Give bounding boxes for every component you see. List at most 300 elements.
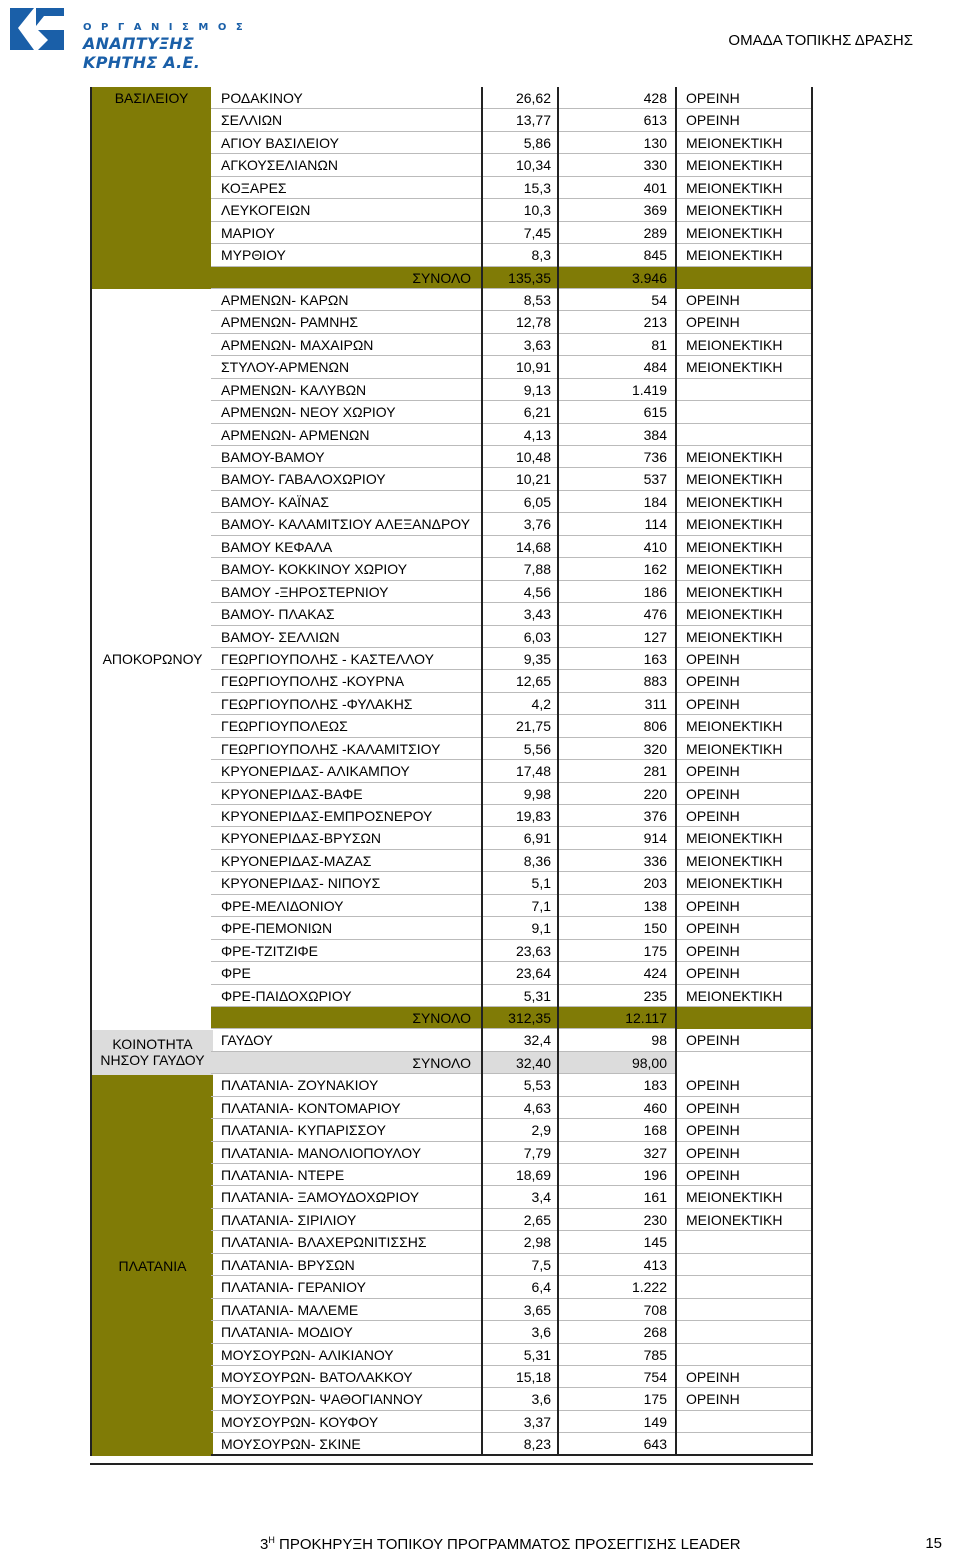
table-row [211, 199, 813, 221]
column-separator [557, 199, 559, 221]
column-separator [557, 109, 559, 131]
area-cell: 4,56 [483, 581, 559, 603]
column-separator [675, 1029, 677, 1051]
column-separator [481, 1052, 483, 1074]
village-name-cell: ΛΕΥΚΟΓΕΙΩΝ [211, 199, 481, 221]
population-cell: 130 [559, 132, 675, 154]
area-cell: 15,3 [483, 177, 559, 199]
column-separator [675, 491, 677, 513]
population-cell: 98 [559, 1029, 675, 1051]
column-separator [675, 379, 677, 401]
village-name-cell: ΚΡΥΟΝΕΡΙΔΑΣ- ΝΙΠΟΥΣ [211, 872, 481, 894]
village-name-cell: ΑΡΜΕΝΩΝ- ΝΕΟΥ ΧΩΡΙΟΥ [211, 401, 481, 423]
table-row [211, 962, 813, 984]
column-separator [675, 558, 677, 580]
area-cell: 8,23 [483, 1433, 559, 1455]
population-cell: 369 [559, 199, 675, 221]
area-cell: 7,1 [483, 895, 559, 917]
table-row [211, 1029, 813, 1051]
area-type-cell [677, 424, 811, 446]
table-row [211, 1254, 813, 1276]
table-row [211, 289, 813, 311]
table-row [211, 401, 813, 423]
column-separator [557, 311, 559, 333]
area-cell: 3,6 [483, 1321, 559, 1343]
village-name-cell: ΒΑΜΟΥ- ΣΕΛΛΙΩΝ [211, 626, 481, 648]
column-separator [675, 154, 677, 176]
village-name-cell: ΜΟΥΣΟΥΡΩΝ- ΨΑΘΟΓΙΑΝΝΟΥ [211, 1388, 481, 1410]
village-name-cell: ΦΡΕ-ΜΕΛΙΔΟΝΙΟΥ [211, 895, 481, 917]
village-name-cell: ΒΑΜΟΥ- ΠΛΑΚΑΣ [211, 603, 481, 625]
population-cell: 613 [559, 109, 675, 131]
column-separator [557, 1344, 559, 1366]
column-separator [675, 1209, 677, 1231]
page-number: 15 [925, 1535, 942, 1552]
population-cell: 845 [559, 244, 675, 266]
column-separator [557, 1321, 559, 1343]
village-name-cell: ΑΓΚΟΥΣΕΛΙΑΝΩΝ [211, 154, 481, 176]
area-cell: 13,77 [483, 109, 559, 131]
column-separator [557, 1142, 559, 1164]
column-separator [481, 1366, 483, 1388]
table-row [211, 446, 813, 468]
logo-text [83, 22, 258, 72]
table-row [211, 1344, 813, 1366]
column-separator [481, 603, 483, 625]
area-type-cell [677, 1254, 811, 1276]
column-separator [557, 536, 559, 558]
population-cell: 145 [559, 1231, 675, 1253]
population-cell: 428 [559, 87, 675, 109]
area-cell: 10,21 [483, 468, 559, 490]
population-cell: 12.117 [559, 1007, 675, 1029]
population-cell: 476 [559, 603, 675, 625]
area-cell: 26,62 [483, 87, 559, 109]
column-separator [675, 244, 677, 266]
table-row [211, 379, 813, 401]
area-type-cell: ΟΡΕΙΝΗ [677, 940, 811, 962]
region-label: ΚΟΙΝΟΤΗΤΑ ΝΗΣΟΥ ΓΑΥΔΟΥ [90, 1030, 213, 1075]
population-cell: 138 [559, 895, 675, 917]
table-row [211, 940, 813, 962]
population-cell: 376 [559, 805, 675, 827]
area-type-cell: ΜΕΙΟΝΕΚΤΙΚΗ [677, 468, 811, 490]
table-row [211, 1388, 813, 1410]
column-separator [557, 1209, 559, 1231]
column-separator [675, 1433, 677, 1455]
column-separator [481, 1007, 483, 1029]
table-row [211, 760, 813, 782]
table-row [211, 177, 813, 199]
table-row [211, 603, 813, 625]
column-separator [481, 222, 483, 244]
villages-table [211, 87, 813, 1456]
village-name-cell: ΦΡΕ-ΠΕΜΟΝΙΩΝ [211, 917, 481, 939]
population-cell: 736 [559, 446, 675, 468]
column-separator [675, 895, 677, 917]
table-row [211, 311, 813, 333]
population-cell: 883 [559, 670, 675, 692]
column-separator [557, 424, 559, 446]
area-cell: 6,4 [483, 1276, 559, 1298]
table-row [211, 87, 813, 109]
column-separator [675, 1097, 677, 1119]
column-separator [481, 401, 483, 423]
column-separator [557, 895, 559, 917]
village-name-cell: ΠΛΑΤΑΝΙΑ- ΚΟΝΤΟΜΑΡΙΟΥ [211, 1097, 481, 1119]
column-separator [481, 738, 483, 760]
village-name-cell: ΣΥΝΟΛΟ [211, 267, 481, 289]
village-name-cell: ΚΡΥΟΝΕΡΙΔΑΣ-ΒΡΥΣΩΝ [211, 827, 481, 849]
village-name-cell: ΦΡΕ-ΤΖΙΤΖΙΦΕ [211, 940, 481, 962]
population-cell: 196 [559, 1164, 675, 1186]
population-cell: 268 [559, 1321, 675, 1343]
village-name-cell: ΣΥΝΟΛΟ [211, 1052, 481, 1074]
area-cell: 6,03 [483, 626, 559, 648]
area-cell: 10,48 [483, 446, 559, 468]
column-separator [481, 581, 483, 603]
population-cell: 484 [559, 356, 675, 378]
column-separator [481, 1276, 483, 1298]
column-separator [481, 446, 483, 468]
column-separator [481, 513, 483, 535]
column-separator [481, 1254, 483, 1276]
column-separator [481, 1142, 483, 1164]
column-separator [481, 154, 483, 176]
column-separator [675, 1366, 677, 1388]
column-separator [557, 962, 559, 984]
area-type-cell: ΟΡΕΙΝΗ [677, 917, 811, 939]
column-separator [481, 940, 483, 962]
population-cell: 289 [559, 222, 675, 244]
column-separator [675, 1007, 677, 1029]
village-name-cell: ΣΤΥΛΟΥ-ΑΡΜΕΝΩΝ [211, 356, 481, 378]
area-cell: 18,69 [483, 1164, 559, 1186]
population-cell: 98,00 [559, 1052, 675, 1074]
column-separator [675, 581, 677, 603]
area-type-cell [677, 1276, 811, 1298]
area-type-cell: ΟΡΕΙΝΗ [677, 289, 811, 311]
area-type-cell: ΟΡΕΙΝΗ [677, 1164, 811, 1186]
village-name-cell: ΑΡΜΕΝΩΝ- ΜΑΧΑΙΡΩΝ [211, 334, 481, 356]
table-row [211, 1164, 813, 1186]
population-cell: 81 [559, 334, 675, 356]
area-type-cell: ΜΕΙΟΝΕΚΤΙΚΗ [677, 581, 811, 603]
column-separator [557, 1388, 559, 1410]
footer-superscript: Η [268, 1535, 275, 1545]
area-cell: 32,40 [483, 1052, 559, 1074]
column-separator [675, 850, 677, 872]
village-name-cell: ΠΛΑΤΑΝΙΑ- ΞΑΜΟΥΔΟΧΩΡΙΟΥ [211, 1186, 481, 1208]
column-separator [675, 132, 677, 154]
area-type-cell: ΜΕΙΟΝΕΚΤΙΚΗ [677, 491, 811, 513]
area-cell: 17,48 [483, 760, 559, 782]
village-name-cell: ΓΑΥΔΟΥ [211, 1029, 481, 1051]
area-type-cell: ΜΕΙΟΝΕΚΤΙΚΗ [677, 850, 811, 872]
table-row [211, 356, 813, 378]
village-name-cell: ΒΑΜΟΥ ΚΕΦΑΛΑ [211, 536, 481, 558]
table-row [211, 1119, 813, 1141]
area-type-cell [677, 1433, 811, 1455]
area-type-cell: ΟΡΕΙΝΗ [677, 895, 811, 917]
column-separator [481, 1411, 483, 1433]
column-separator [675, 940, 677, 962]
column-separator [675, 962, 677, 984]
village-name-cell: ΠΛΑΤΑΝΙΑ- ΖΟΥΝΑΚΙΟΥ [211, 1074, 481, 1096]
village-name-cell: ΑΓΙΟΥ ΒΑΣΙΛΕΙΟΥ [211, 132, 481, 154]
table-row [211, 424, 813, 446]
population-cell: 410 [559, 536, 675, 558]
population-cell: 186 [559, 581, 675, 603]
area-cell: 135,35 [483, 267, 559, 289]
column-separator [675, 1164, 677, 1186]
area-type-cell: ΜΕΙΟΝΕΚΤΙΚΗ [677, 132, 811, 154]
area-type-cell [677, 1299, 811, 1321]
column-separator [675, 760, 677, 782]
column-separator [557, 805, 559, 827]
area-cell: 4,13 [483, 424, 559, 446]
village-name-cell: ΠΛΑΤΑΝΙΑ- ΝΤΕΡΕ [211, 1164, 481, 1186]
column-separator [675, 805, 677, 827]
village-name-cell: ΓΕΩΡΓΙΟΥΠΟΛΗΣ -ΚΑΛΑΜΙΤΣΙΟΥ [211, 738, 481, 760]
population-cell: 384 [559, 424, 675, 446]
column-separator [557, 1299, 559, 1321]
area-cell: 5,56 [483, 738, 559, 760]
table-row [211, 581, 813, 603]
population-cell: 537 [559, 468, 675, 490]
column-separator [675, 356, 677, 378]
column-separator [675, 513, 677, 535]
village-name-cell: ΠΛΑΤΑΝΙΑ- ΒΛΑΧΕΡΩΝΙΤΙΣΣΗΣ [211, 1231, 481, 1253]
column-separator [675, 109, 677, 131]
column-separator [481, 132, 483, 154]
column-separator [557, 1366, 559, 1388]
village-name-cell: ΠΛΑΤΑΝΙΑ- ΓΕΡΑΝΙΟΥ [211, 1276, 481, 1298]
column-separator [481, 805, 483, 827]
population-cell: 327 [559, 1142, 675, 1164]
region-label: ΒΑΣΙΛΕΙΟΥ [90, 87, 211, 289]
column-separator [557, 1007, 559, 1029]
village-name-cell: ΣΕΛΛΙΩΝ [211, 109, 481, 131]
column-separator [481, 783, 483, 805]
village-name-cell: ΣΥΝΟΛΟ [211, 1007, 481, 1029]
table-row [211, 1231, 813, 1253]
column-separator [557, 603, 559, 625]
column-separator [481, 1029, 483, 1051]
population-cell: 3.946 [559, 267, 675, 289]
total-row [211, 1007, 813, 1029]
area-cell: 6,05 [483, 491, 559, 513]
area-cell: 14,68 [483, 536, 559, 558]
table-row [211, 1142, 813, 1164]
column-separator [481, 1164, 483, 1186]
column-separator [481, 491, 483, 513]
village-name-cell: ΓΕΩΡΓΙΟΥΠΟΛΗΣ -ΦΥΛΑΚΗΣ [211, 693, 481, 715]
population-cell: 320 [559, 738, 675, 760]
table-row [211, 1186, 813, 1208]
village-name-cell: ΑΡΜΕΝΩΝ- ΑΡΜΕΝΩΝ [211, 424, 481, 446]
area-type-cell: ΟΡΕΙΝΗ [677, 1142, 811, 1164]
column-separator [557, 1433, 559, 1455]
column-separator [557, 401, 559, 423]
area-cell: 10,3 [483, 199, 559, 221]
column-separator [557, 940, 559, 962]
village-name-cell: ΜΟΥΣΟΥΡΩΝ- ΣΚΙΝΕ [211, 1433, 481, 1455]
area-type-cell [677, 1344, 811, 1366]
column-separator [675, 424, 677, 446]
footer-title [260, 1535, 741, 1553]
column-separator [481, 917, 483, 939]
area-type-cell: ΜΕΙΟΝΕΚΤΙΚΗ [677, 985, 811, 1007]
column-separator [557, 154, 559, 176]
column-separator [557, 446, 559, 468]
population-cell: 127 [559, 626, 675, 648]
village-name-cell: ΠΛΑΤΑΝΙΑ- ΜΑΛΕΜΕ [211, 1299, 481, 1321]
table-row [211, 154, 813, 176]
area-cell: 3,65 [483, 1299, 559, 1321]
population-cell: 785 [559, 1344, 675, 1366]
column-separator [557, 177, 559, 199]
area-type-cell [677, 1052, 811, 1074]
column-separator [675, 648, 677, 670]
column-separator [481, 648, 483, 670]
column-separator [481, 334, 483, 356]
area-cell: 32,4 [483, 1029, 559, 1051]
organization-logo [8, 4, 258, 72]
population-cell: 235 [559, 985, 675, 1007]
column-separator [675, 536, 677, 558]
column-separator [557, 1411, 559, 1433]
table-row [211, 783, 813, 805]
table-row [211, 536, 813, 558]
area-cell: 7,79 [483, 1142, 559, 1164]
area-cell: 3,4 [483, 1186, 559, 1208]
area-cell: 5,86 [483, 132, 559, 154]
column-separator [675, 985, 677, 1007]
village-name-cell: ΠΛΑΤΑΝΙΑ- ΜΑΝΟΛΙΟΠΟΥΛΟΥ [211, 1142, 481, 1164]
area-cell: 3,76 [483, 513, 559, 535]
population-cell: 281 [559, 760, 675, 782]
column-separator [557, 1052, 559, 1074]
column-separator [481, 1388, 483, 1410]
column-separator [557, 334, 559, 356]
area-type-cell: ΜΕΙΟΝΕΚΤΙΚΗ [677, 446, 811, 468]
column-separator [675, 289, 677, 311]
area-cell: 9,1 [483, 917, 559, 939]
area-cell: 19,83 [483, 805, 559, 827]
village-name-cell: ΒΑΜΟΥ- ΓΑΒΑΛΟΧΩΡΙΟΥ [211, 468, 481, 490]
column-separator [675, 1052, 677, 1074]
village-name-cell: ΚΡΥΟΝΕΡΙΔΑΣ-ΕΜΠΡΟΣΝΕΡΟΥ [211, 805, 481, 827]
column-separator [675, 267, 677, 289]
column-separator [675, 1142, 677, 1164]
village-name-cell: ΒΑΜΟΥ-ΒΑΜΟΥ [211, 446, 481, 468]
column-separator [675, 1276, 677, 1298]
column-separator [481, 244, 483, 266]
village-name-cell: ΜΑΡΙΟΥ [211, 222, 481, 244]
area-type-cell: ΟΡΕΙΝΗ [677, 109, 811, 131]
population-cell: 183 [559, 1074, 675, 1096]
column-separator [481, 311, 483, 333]
column-separator [481, 626, 483, 648]
population-cell: 460 [559, 1097, 675, 1119]
column-separator [675, 738, 677, 760]
table-row [211, 1209, 813, 1231]
population-cell: 184 [559, 491, 675, 513]
column-separator [557, 850, 559, 872]
area-cell: 7,5 [483, 1254, 559, 1276]
area-cell: 312,35 [483, 1007, 559, 1029]
table-row [211, 1321, 813, 1343]
column-separator [481, 1433, 483, 1455]
column-separator [557, 693, 559, 715]
table-row [211, 985, 813, 1007]
area-cell: 8,36 [483, 850, 559, 872]
area-cell: 8,3 [483, 244, 559, 266]
area-type-cell [677, 401, 811, 423]
column-separator [481, 424, 483, 446]
area-type-cell: ΟΡΕΙΝΗ [677, 1119, 811, 1141]
village-name-cell: ΒΑΜΟΥ- ΚΑΪΝΑΣ [211, 491, 481, 513]
column-separator [675, 1411, 677, 1433]
table-row [211, 468, 813, 490]
area-type-cell: ΜΕΙΟΝΕΚΤΙΚΗ [677, 1209, 811, 1231]
area-type-cell: ΜΕΙΟΝΕΚΤΙΚΗ [677, 222, 811, 244]
area-cell: 12,65 [483, 670, 559, 692]
column-separator [481, 962, 483, 984]
column-separator [481, 760, 483, 782]
column-separator [481, 850, 483, 872]
area-type-cell: ΜΕΙΟΝΕΚΤΙΚΗ [677, 738, 811, 760]
column-separator [675, 311, 677, 333]
area-cell: 4,63 [483, 1097, 559, 1119]
population-cell: 806 [559, 715, 675, 737]
table-row [211, 648, 813, 670]
area-type-cell: ΟΡΕΙΝΗ [677, 693, 811, 715]
area-type-cell: ΜΕΙΟΝΕΚΤΙΚΗ [677, 154, 811, 176]
column-separator [481, 827, 483, 849]
column-separator [675, 1344, 677, 1366]
column-separator [557, 985, 559, 1007]
population-cell: 336 [559, 850, 675, 872]
area-type-cell [677, 1231, 811, 1253]
table-row [211, 1299, 813, 1321]
population-cell: 161 [559, 1186, 675, 1208]
column-separator [675, 603, 677, 625]
area-type-cell: ΟΡΕΙΝΗ [677, 648, 811, 670]
village-name-cell: ΦΡΕ-ΠΑΙΔΟΧΩΡΙΟΥ [211, 985, 481, 1007]
village-name-cell: ΒΑΜΟΥ -ΞΗΡΟΣΤΕΡΝΙΟΥ [211, 581, 481, 603]
table-row [211, 715, 813, 737]
table-row [211, 626, 813, 648]
population-cell: 163 [559, 648, 675, 670]
area-cell: 5,31 [483, 985, 559, 1007]
table-row [211, 1276, 813, 1298]
column-separator [481, 267, 483, 289]
table-row [211, 693, 813, 715]
area-cell: 2,65 [483, 1209, 559, 1231]
column-separator [481, 1119, 483, 1141]
village-name-cell: ΜΟΥΣΟΥΡΩΝ- ΚΟΥΦΟΥ [211, 1411, 481, 1433]
column-separator [481, 1209, 483, 1231]
column-separator [557, 1231, 559, 1253]
column-separator [557, 1186, 559, 1208]
column-separator [557, 379, 559, 401]
column-separator [675, 1321, 677, 1343]
column-separator [557, 244, 559, 266]
area-type-cell: ΜΕΙΟΝΕΚΤΙΚΗ [677, 356, 811, 378]
area-cell: 3,6 [483, 1388, 559, 1410]
